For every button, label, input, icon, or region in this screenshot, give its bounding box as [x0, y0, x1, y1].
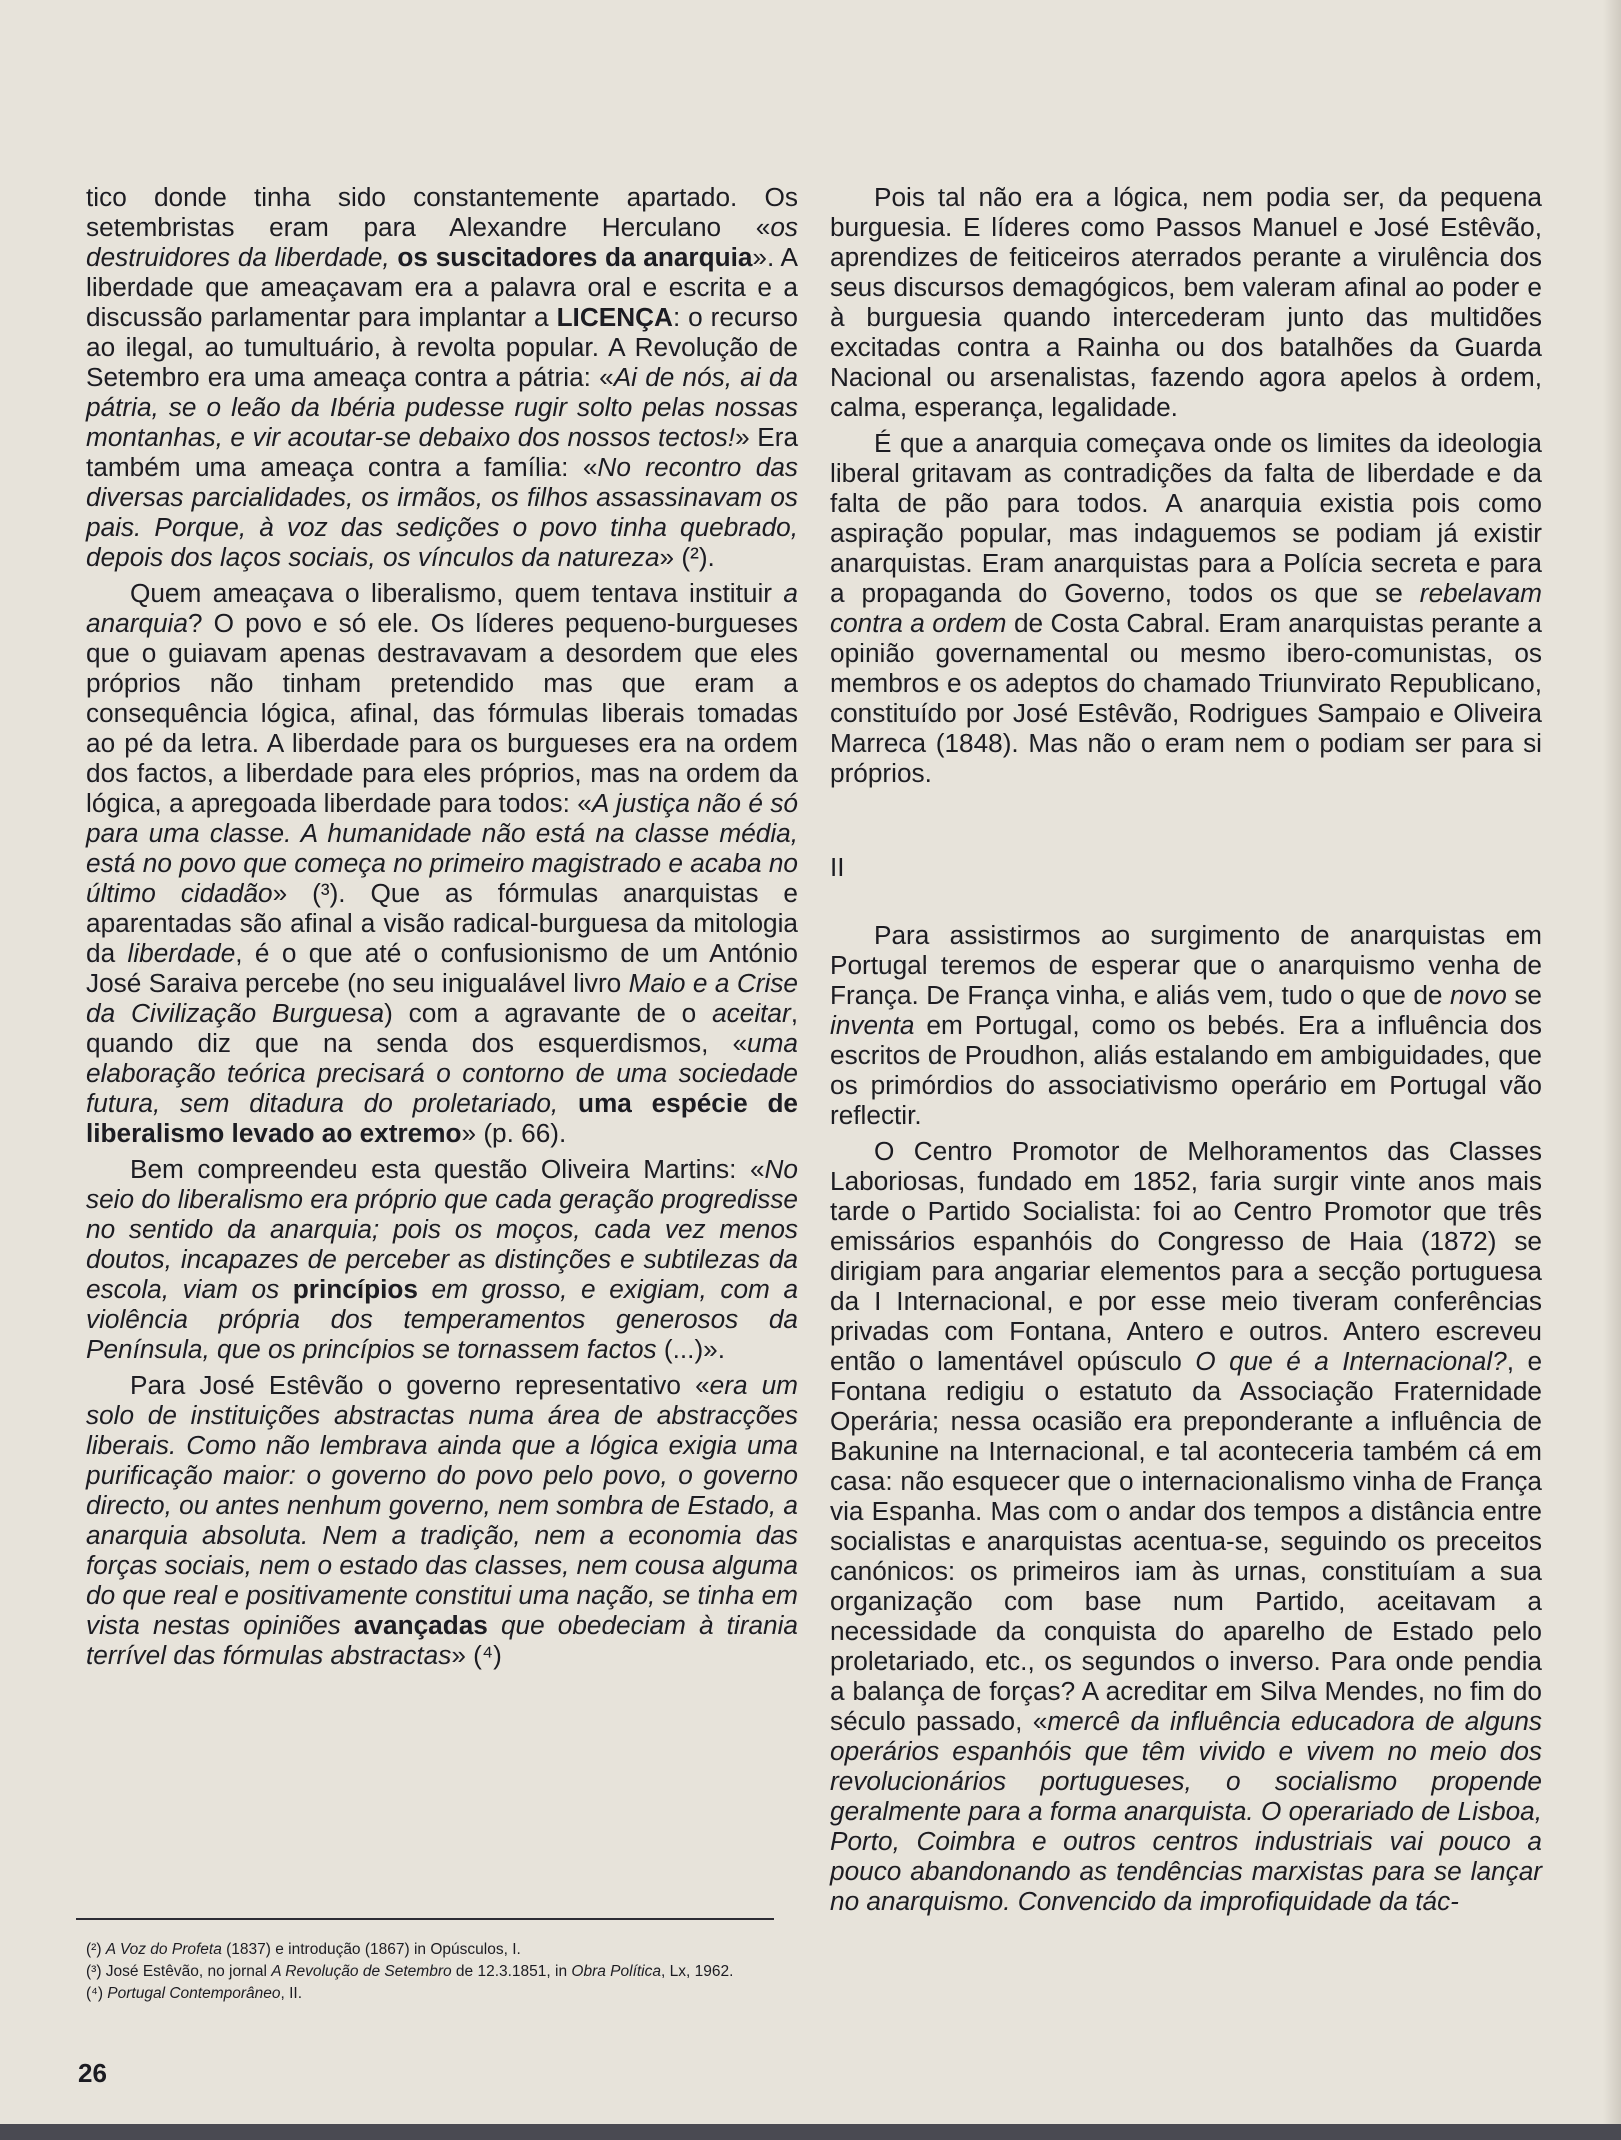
right-text-column: [830, 182, 1542, 1922]
footnote: [86, 1984, 786, 2003]
paragraph: [830, 428, 1542, 788]
text-run: O Centro Promotor de Melhoramentos das Classes Laboriosas, fundado em 1852, faria surgir vinte anos mais tarde o Partido Socialista: foi ao Centro Promotor que três emissários espanhóis do Congresso de Haia (1872) se dirigiam para angariar elementos para a secção portuguesa da I Internacional, e por esse meio tiveram conferências privadas com Fontana, Antero e outros. Antero escreveu então o lamentável opúsculo: [830, 1136, 1542, 1376]
text-run: que obedeciam à tirania terrível das fórmulas abstractas: [86, 1610, 798, 1670]
text-run: Ai de nós, ai da pátria, se o leão da Ibéria pudesse rugir solto pelas nossas montanhas, e vir acoutar-se debaixo dos nossos tectos!: [86, 362, 798, 452]
text-run: É que a anarquia começava onde os limites da ideologia liberal gritavam as contradições da falta de liberdade e da falta de pão para todos. A anarquia existia pois como aspiração popular, mas indaguemos se podiam já existir anarquistas. Eram anarquistas para a Polícia secreta e para a propaganda do Governo, todos os que se: [830, 428, 1542, 608]
text-run: , II.: [280, 1985, 303, 2002]
text-run: (³) José Estêvão, no jornal: [86, 1963, 272, 1980]
text-run: » (p. 66).: [461, 1118, 567, 1148]
text-run: LICENÇA: [556, 302, 673, 332]
paragraph: [86, 578, 798, 1148]
text-run: aceitar: [712, 998, 791, 1028]
text-run: , é o que até o confusionismo de um António José Saraiva percebe (no seu inigualável livro: [86, 938, 798, 998]
text-run: Quem ameaçava o liberalismo, quem tentava instituir: [130, 578, 784, 608]
text-run: os destruidores da liberdade,: [86, 212, 798, 272]
text-run: avançadas: [340, 1610, 501, 1640]
text-run: No seio do liberalismo era próprio que cada geração progredisse no sentido da anarquia; pois os moços, cada vez menos doutos, incapazes de perceber as distinções e subtilezas da escola, viam os: [86, 1154, 798, 1304]
text-run: , Lx, 1962.: [661, 1963, 734, 1980]
text-run: inventa: [830, 1010, 915, 1040]
text-run: rebelavam contra a ordem: [830, 578, 1542, 638]
text-run: em grosso, e exigiam, com a violência própria dos temperamentos generosos da Península, que os princípios se tornassem factos: [86, 1274, 799, 1364]
left-text-column: [86, 182, 798, 1676]
footnotes: [86, 1940, 786, 2006]
text-run: em Portugal, como os bebés. Era a influência dos escritos de Proudhon, aliás estalando em ambiguidades, que os primórdios do associativismo operário em Portugal vão reflectir.: [830, 1010, 1542, 1130]
text-run: princípios: [279, 1274, 432, 1304]
text-run: Maio e a Crise da Civilização Burguesa: [86, 968, 798, 1028]
text-run: se: [1506, 980, 1543, 1010]
paragraph: [86, 182, 798, 572]
paragraph: [830, 1136, 1542, 1916]
paragraph: [86, 1154, 798, 1364]
text-run: : o recurso ao ilegal, ao tumultuário, à revolta popular. A Revolução de Setembro era uma ameaça contra a pátria: «: [86, 302, 798, 392]
text-run: de 12.3.1851, in: [451, 1963, 572, 1980]
text-run: ? O povo e só ele. Os líderes pequeno-burgueses que o guiavam apenas destravavam a desordem que eles próprios não tinham pretendido mas que eram a consequência lógica, afinal, das fórmulas liberais tomadas ao pé da letra. A liberdade para os burgueses era na ordem dos factos, a liberdade para eles próprios, mas na ordem da lógica, a apregoada liberdade para todos: «: [86, 608, 798, 818]
text-run: Portugal Contemporâneo: [107, 1985, 281, 2002]
text-run: (⁴): [86, 1985, 108, 2002]
text-run: A Revolução de Setembro: [271, 1963, 452, 1980]
text-run: (...)».: [656, 1334, 726, 1364]
text-run: ) com a agravante de o: [384, 998, 713, 1028]
text-run: O que é a Internacional?: [1195, 1346, 1507, 1376]
paragraph: [830, 182, 1542, 422]
text-run: era um solo de instituições abstractas numa área de abstracções liberais. Como não lembrava ainda que a lógica exigia uma purificação maior: o governo do povo pelo povo, o governo directo, ou antes nenhum governo, nem sombra de Estado, a anarquia absoluta. Nem a tradição, nem a economia das forças sociais, nem o estado das classes, nem cousa alguma do que real e positivamente constitui uma nação, se tinha em vista nestas opiniões: [86, 1370, 798, 1640]
page-number: 26: [78, 2058, 107, 2088]
text-run: mercê da influência educadora de alguns operários espanhóis que têm vivido e vivem no meio dos revolucionários portugueses, o socialismo propende geralmente para a forma anarquista. O operariado de Lisboa, Porto, Coimbra e outros centros industriais vai pouco a pouco abandonando as tendências marxistas para se lançar no anarquismo. Convencido da improfiquidade da tác-: [830, 1706, 1542, 1916]
text-run: » (²).: [659, 542, 715, 572]
text-run: tico donde tinha sido constantemente apartado. Os setembristas eram para Alexandre Herculano «: [86, 182, 798, 242]
footnote: [86, 1962, 786, 1981]
text-run: No recontro das diversas parcialidades, os irmãos, os filhos assassinavam os pais. Porque, à voz das sedições o povo tinha quebrado, depois dos laços sociais, os vínculos da natureza: [86, 452, 798, 572]
paragraph: [86, 1370, 798, 1670]
text-run: (²): [86, 1941, 106, 1958]
text-run: uma elaboração teórica precisará o contorno de uma sociedade futura, sem ditadura do proletariado,: [86, 1028, 798, 1118]
text-run: a anarquia: [86, 578, 798, 638]
text-run: , e Fontana redigiu o estatuto da Associação Fraternidade Operária; nessa ocasião era preponderante a influência de Bakunine na Internacional, e tal aconteceria também cá em casa: não esquecer que o internacionalismo vinha de França via Espanha. Mas com o andar dos tempos a distância entre socialistas e anarquistas acentua-se, seguindo os preceitos canónicos: os primeiros iam às urnas, constituíam a sua organização com base num Partido, aceitavam a necessidade da conquista do aparelho de Estado pelo proletariado, etc., os segundos o inverso. Para onde pendia a balança de forças? A acreditar em Silva Mendes, no fim do século passado, «: [830, 1346, 1543, 1736]
text-run: A Voz do Profeta: [105, 1941, 222, 1958]
footnote-divider: [76, 1918, 774, 1920]
page-edge: [0, 2124, 1621, 2140]
text-run: » (⁴): [451, 1640, 502, 1670]
text-run: novo: [1450, 980, 1507, 1010]
text-run: A justiça não é só para uma classe. A humanidade não está na classe média, está no povo que começa no primeiro magistrado e acaba no último cidadão: [86, 788, 798, 908]
text-run: (1837) e introdução (1867) in Opúsculos, I.: [221, 1941, 521, 1958]
text-run: ». A liberdade que ameaçavam era a palavra oral e escrita e a discussão parlamentar para implantar a: [86, 242, 799, 332]
text-run: Bem compreendeu esta questão Oliveira Martins: «: [130, 1154, 765, 1184]
text-run: uma espécie de liberalismo levado ao extremo: [86, 1088, 798, 1148]
text-run: Obra Política: [571, 1963, 662, 1980]
text-run: Para assistirmos ao surgimento de anarquistas em Portugal teremos de esperar que o anarquismo venha de França. De França vinha, e aliás vem, tudo o que de: [830, 920, 1542, 1010]
section-number: II: [830, 852, 845, 882]
footnote: [86, 1940, 786, 1959]
text-run: Pois tal não era a lógica, nem podia ser, da pequena burguesia. E líderes como Passos Manuel e José Estêvão, aprendizes de feiticeiros aterrados perante a virulência dos seus discursos demagógicos, bem valeram afinal ao poder e à burguesia quando intercederam junto das multidões excitadas contra a Rainha ou dos batalhões da Guarda Nacional ou arsenalistas, fazendo agora apelos à ordem, calma, esperança, legalidade.: [830, 182, 1542, 422]
text-run: de Costa Cabral. Eram anarquistas perante a opinião governamental ou mesmo ibero-comunistas, os membros e os adeptos do chamado Triunvirato Republicano, constituído por José Estêvão, Rodrigues Sampaio e Oliveira Marreca (1848). Mas não o eram nem o podiam ser para si próprios.: [830, 608, 1542, 788]
text-run: » (³). Que as fórmulas anarquistas e aparentadas são afinal a visão radical-burguesa da mitologia da: [86, 878, 798, 968]
page-edge: [1603, 0, 1621, 2140]
text-run: » Era também uma ameaça contra a família: «: [86, 422, 799, 482]
text-run: os suscitadores da anarquia: [389, 242, 753, 272]
paragraph: [830, 920, 1542, 1130]
text-run: liberdade: [127, 938, 236, 968]
text-run: Para José Estêvão o governo representativo «: [130, 1370, 710, 1400]
text-run: , quando diz que na senda dos esquerdismos, «: [86, 998, 798, 1058]
